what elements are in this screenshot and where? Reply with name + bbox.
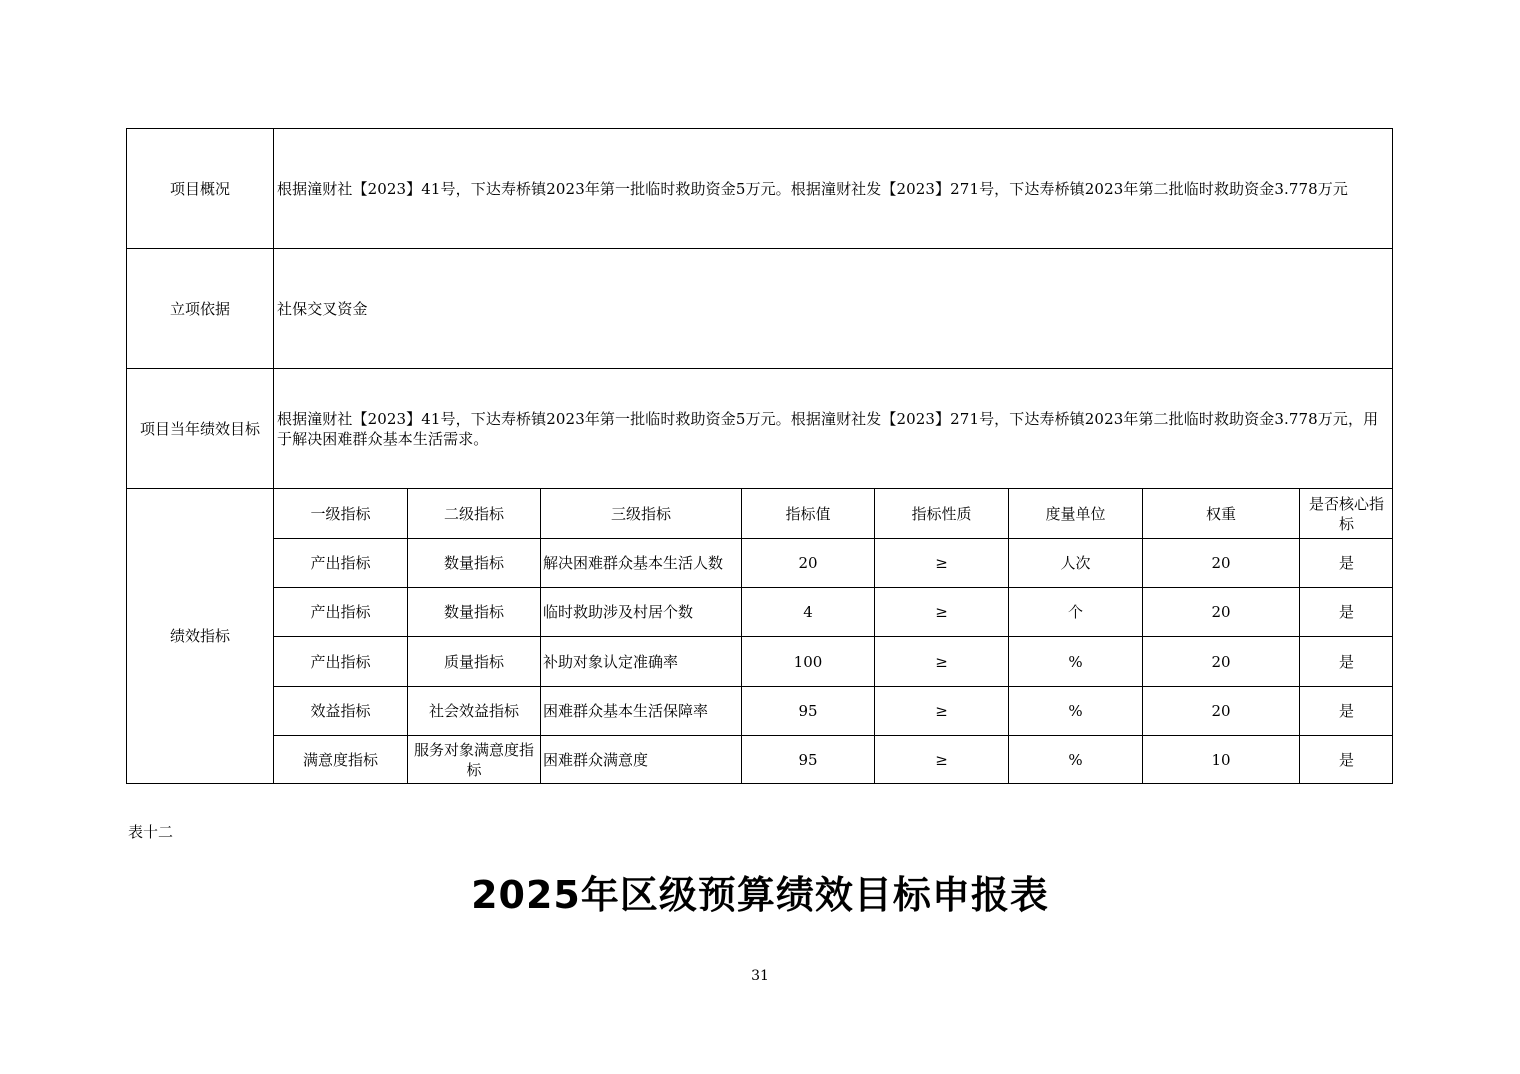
indicator-cell: 数量指标 — [407, 587, 540, 636]
basis-label: 立项依据 — [126, 248, 273, 368]
indicator-cell: 是 — [1299, 587, 1393, 636]
indicator-cell: 临时救助涉及村居个数 — [540, 587, 741, 636]
indicator-cell: ≥ — [874, 686, 1008, 735]
indicator-cell: 20 — [1142, 636, 1299, 686]
indicator-header-cell: 是否核心指标 — [1299, 488, 1393, 538]
indicator-header-cell: 三级指标 — [540, 488, 741, 538]
page-number: 31 — [751, 968, 769, 984]
indicator-cell: 20 — [741, 538, 874, 587]
indicator-cell: ≥ — [874, 735, 1008, 784]
indicator-cell: 满意度指标 — [273, 735, 407, 784]
indicator-cell: 产出指标 — [273, 538, 407, 587]
indicator-cell: % — [1008, 636, 1142, 686]
indicator-cell: % — [1008, 735, 1142, 784]
indicator-cell: 是 — [1299, 538, 1393, 587]
indicator-header-cell: 度量单位 — [1008, 488, 1142, 538]
indicator-cell: 解决困难群众基本生活人数 — [540, 538, 741, 587]
goal-text: 根据潼财社【2023】41号，下达寿桥镇2023年第一批临时救助资金5万元。根据潼财社发【2023】271号，下达寿桥镇2023年第二批临时救助资金3.778万元，用于解决困难群众基本生活需求。 — [273, 368, 1393, 488]
basis-text: 社保交叉资金 — [273, 248, 1393, 368]
indicator-header-cell: 二级指标 — [407, 488, 540, 538]
overview-text: 根据潼财社【2023】41号，下达寿桥镇2023年第一批临时救助资金5万元。根据潼财社发【2023】271号，下达寿桥镇2023年第二批临时救助资金3.778万元 — [273, 128, 1393, 248]
indicator-header-cell: 权重 — [1142, 488, 1299, 538]
table-right-border — [1392, 128, 1393, 784]
indicator-cell: 产出指标 — [273, 587, 407, 636]
indicator-cell: 产出指标 — [273, 636, 407, 686]
indicators-label: 绩效指标 — [126, 488, 273, 783]
indicator-cell: 20 — [1142, 686, 1299, 735]
indicator-cell: % — [1008, 686, 1142, 735]
indicator-cell: 100 — [741, 636, 874, 686]
indicator-cell: 困难群众满意度 — [540, 735, 741, 784]
overview-label: 项目概况 — [126, 128, 273, 248]
indicator-cell: 个 — [1008, 587, 1142, 636]
indicator-cell: 20 — [1142, 587, 1299, 636]
indicator-header-cell: 指标值 — [741, 488, 874, 538]
indicator-cell: ≥ — [874, 538, 1008, 587]
indicator-cell: 质量指标 — [407, 636, 540, 686]
indicator-cell: 补助对象认定准确率 — [540, 636, 741, 686]
indicator-cell: 是 — [1299, 636, 1393, 686]
indicator-cell: 社会效益指标 — [407, 686, 540, 735]
indicator-cell: 20 — [1142, 538, 1299, 587]
indicator-cell: 95 — [741, 686, 874, 735]
indicator-header-cell: 指标性质 — [874, 488, 1008, 538]
goal-label: 项目当年绩效目标 — [126, 368, 273, 488]
indicator-cell: ≥ — [874, 636, 1008, 686]
indicator-cell: 95 — [741, 735, 874, 784]
indicator-cell: ≥ — [874, 587, 1008, 636]
indicator-cell: 10 — [1142, 735, 1299, 784]
indicator-cell: 困难群众基本生活保障率 — [540, 686, 741, 735]
indicator-cell: 是 — [1299, 735, 1393, 784]
table-caption: 表十二 — [128, 823, 174, 841]
document-title: 2025年区级预算绩效目标申报表 — [471, 873, 1049, 917]
indicator-cell: 人次 — [1008, 538, 1142, 587]
indicator-cell: 效益指标 — [273, 686, 407, 735]
table-bottom-border — [126, 783, 1393, 784]
indicator-cell: 数量指标 — [407, 538, 540, 587]
indicator-cell: 服务对象满意度指标 — [407, 735, 540, 784]
indicator-header-cell: 一级指标 — [273, 488, 407, 538]
indicator-cell: 4 — [741, 587, 874, 636]
indicator-cell: 是 — [1299, 686, 1393, 735]
